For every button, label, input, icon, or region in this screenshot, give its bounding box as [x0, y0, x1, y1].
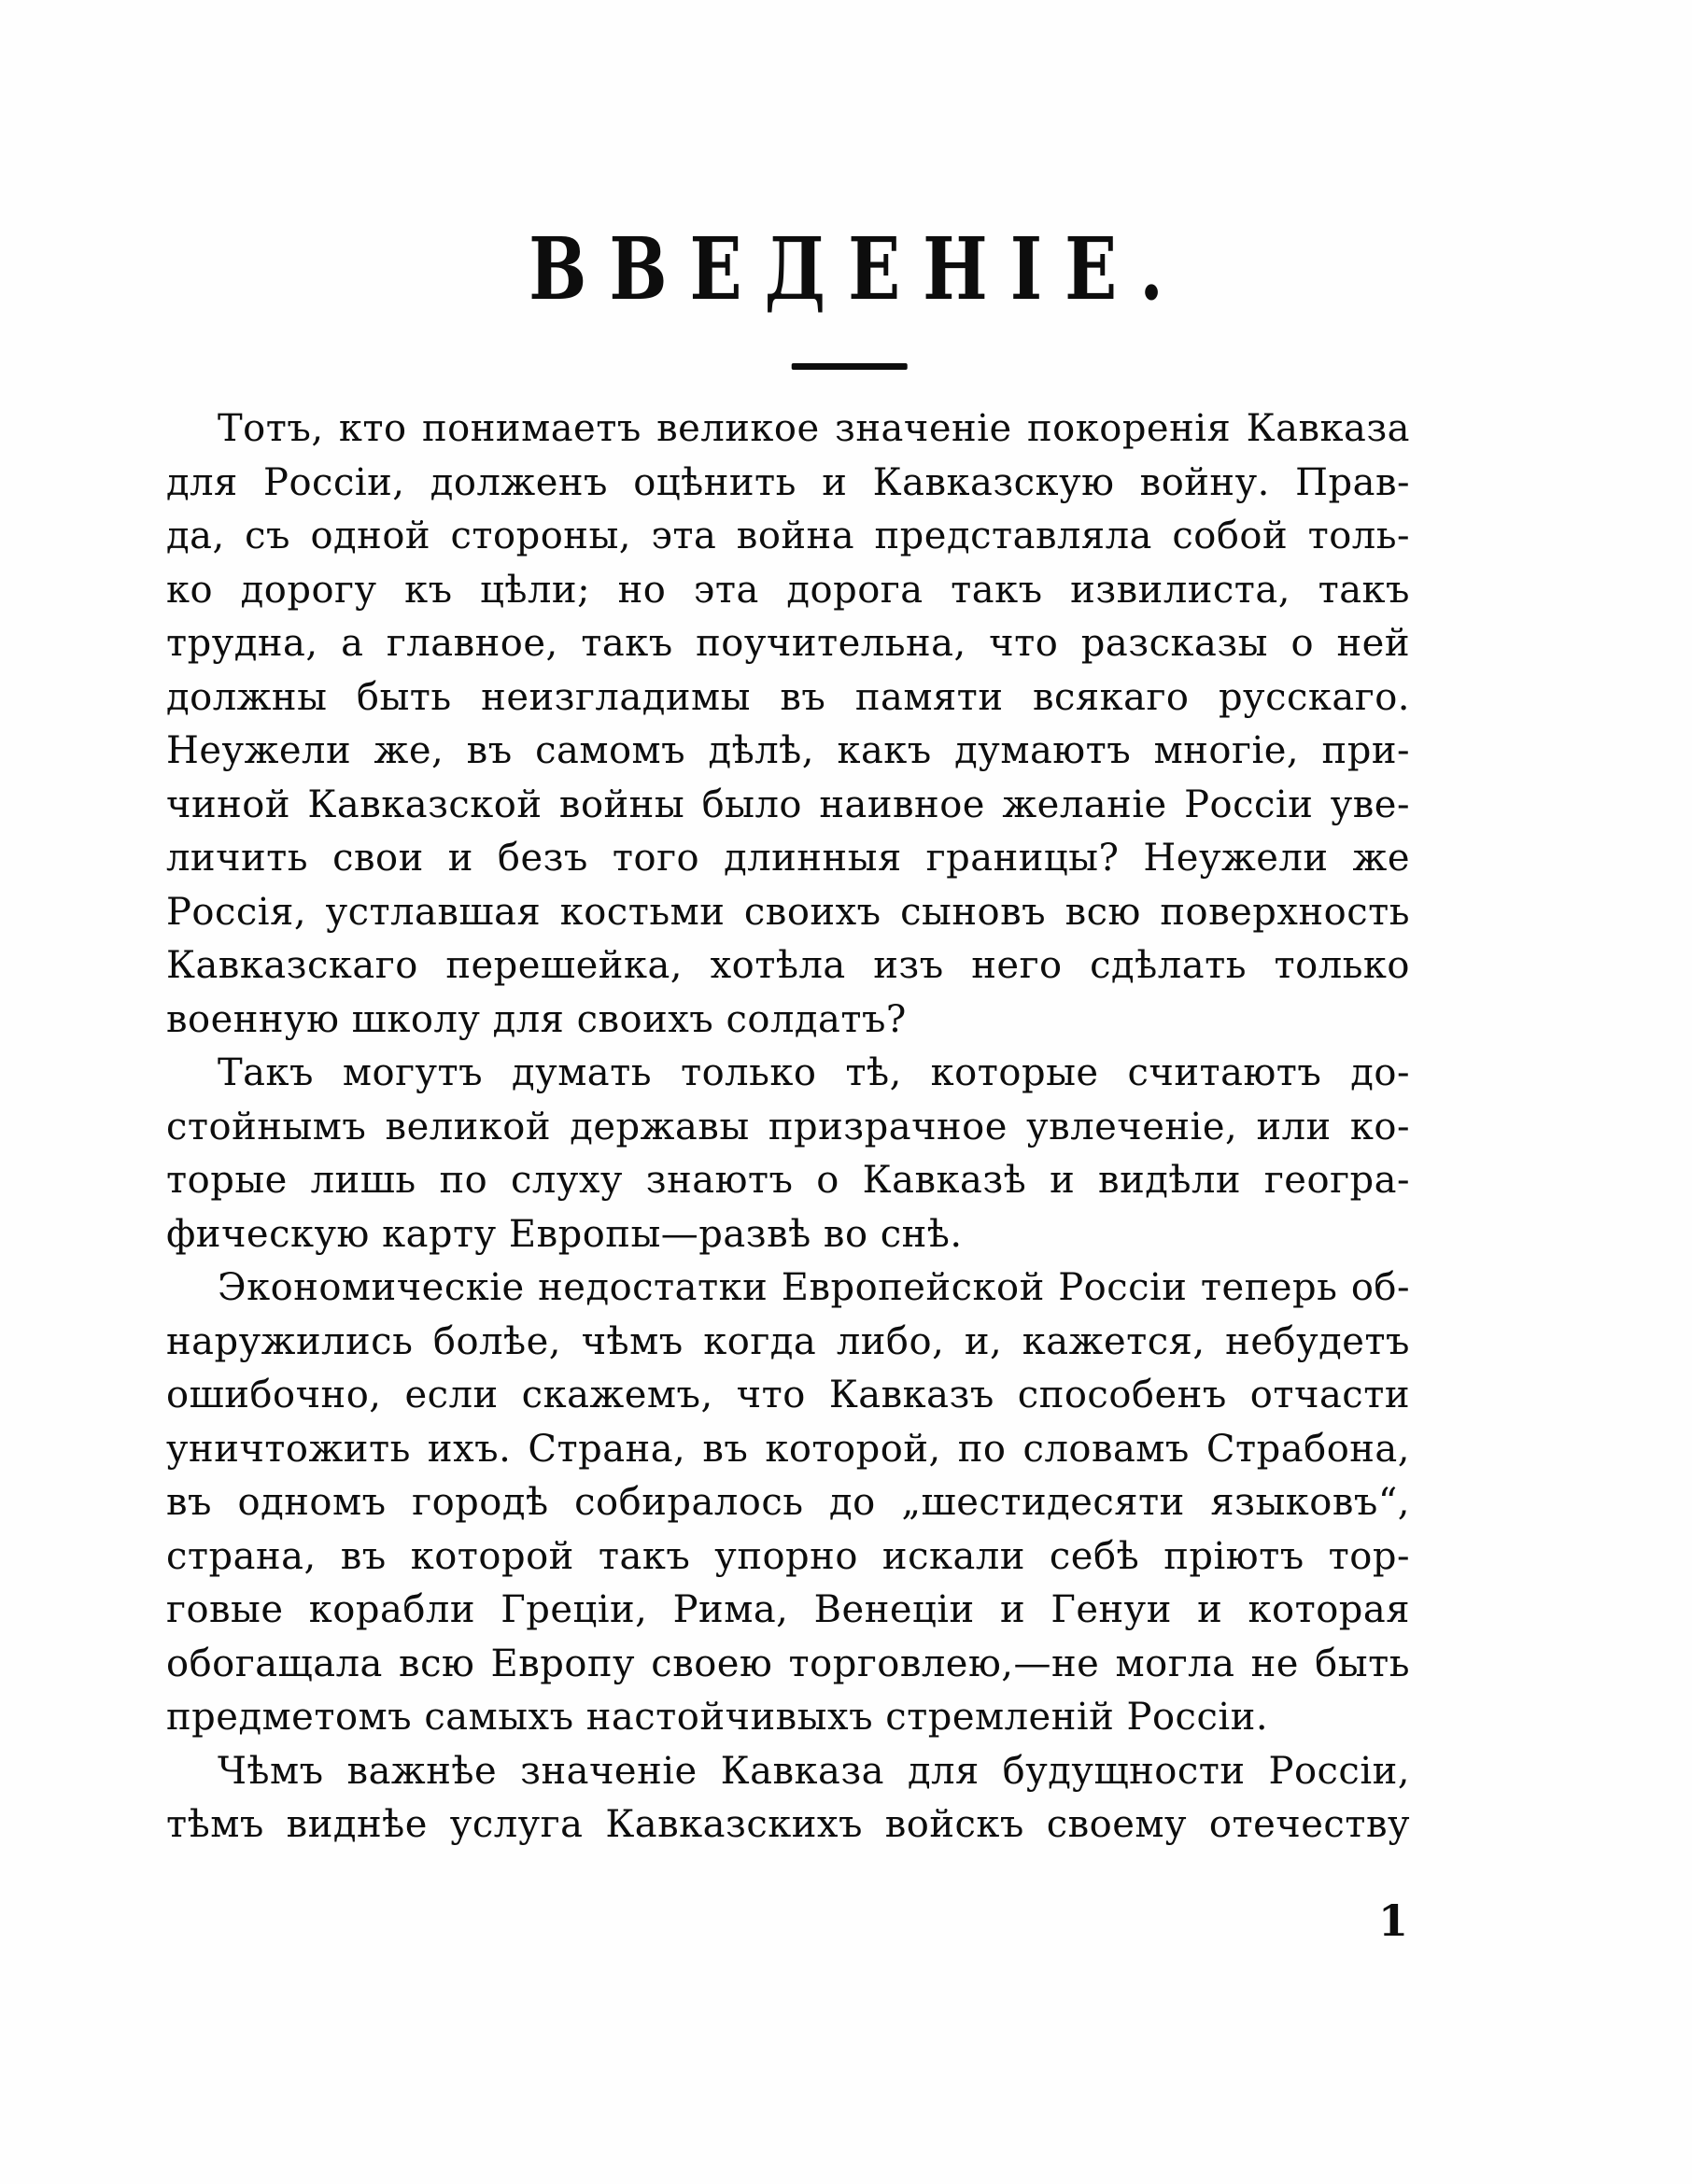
text-line: ошибочно, если скажемъ, что Кавказъ способенъ отчасти: [166, 1374, 1410, 1416]
text-line: торые лишь по слуху знаютъ о Кавказѣ и видѣли геогра-: [166, 1159, 1410, 1202]
text-line: Тотъ, кто понимаетъ великое значеніе покоренія Кавказа: [218, 407, 1410, 450]
text-line: личить свои и безъ того длинныя границы? Неужели же: [166, 837, 1410, 880]
text-line: чиной Кавказской войны было наивное желаніе Россіи уве-: [166, 782, 1410, 826]
text-line: тѣмъ виднѣе услуга Кавказскихъ войскъ своему отечеству: [166, 1803, 1410, 1846]
paragraph: [166, 402, 1410, 1047]
text-line: Россія, устлавшая костьми своихъ сыновъ всю поверхность: [166, 890, 1410, 934]
text-line: страна, въ которой такъ упорно искали себѣ пріютъ тор-: [166, 1534, 1410, 1578]
text-line: предметомъ самыхъ настойчивыхъ стремленій Россіи.: [166, 1696, 1269, 1739]
text-line: Экономическіе недостатки Европейской Россіи теперь об-: [218, 1266, 1410, 1309]
text-line: ко дорогу къ цѣли; но эта дорога такъ извилиста, такъ: [166, 568, 1410, 612]
text-line: фическую карту Европы—развѣ во снѣ.: [166, 1212, 963, 1256]
text-line: Такъ могутъ думать только тѣ, которые считаютъ до-: [218, 1051, 1410, 1094]
text-line: Кавказскаго перешейка, хотѣла изъ него сдѣлать только: [166, 944, 1410, 987]
text-line: стойнымъ великой державы призрачное увлеченіе, или ко-: [166, 1105, 1410, 1148]
title-divider-rule: [792, 363, 908, 370]
text-line: говые корабли Греціи, Рима, Венеціи и Генуи и которая: [166, 1588, 1410, 1631]
text-line: Чѣмъ важнѣе значеніе Кавказа для будущности Россіи,: [218, 1749, 1410, 1793]
text-line: въ одномъ городѣ собиралось до „шестидесяти языковъ“,: [166, 1481, 1410, 1524]
page-number: 1: [1378, 1895, 1409, 1946]
text-line: уничтожить ихъ. Страна, въ которой, по словамъ Страбона,: [166, 1427, 1410, 1471]
text-line: трудна, а главное, такъ поучительна, что разсказы о ней: [166, 622, 1410, 665]
text-line: обогащала всю Европу своею торговлею,—не могла не быть: [166, 1642, 1410, 1685]
text-line: да, съ одной стороны, эта война представляла собой толь-: [166, 514, 1410, 557]
text-line: должны быть неизгладимы въ памяти всякаго русскаго.: [166, 675, 1410, 719]
text-line: военную школу для своихъ солдатъ?: [166, 997, 907, 1041]
page-title: ВВЕДЕНІЕ.: [529, 218, 1186, 319]
paragraph: [166, 1745, 1410, 1853]
paragraph: [166, 1261, 1410, 1745]
text-line: для Россіи, долженъ оцѣнить и Кавказскую войну. Прав-: [166, 460, 1410, 504]
paragraph: [166, 1047, 1410, 1261]
text-line: наружились болѣе, чѣмъ когда либо, и, кажется, небудетъ: [166, 1319, 1410, 1363]
text-block: [166, 402, 1410, 1853]
text-line: Неужели же, въ самомъ дѣлѣ, какъ думаютъ многіе, при-: [166, 729, 1410, 772]
